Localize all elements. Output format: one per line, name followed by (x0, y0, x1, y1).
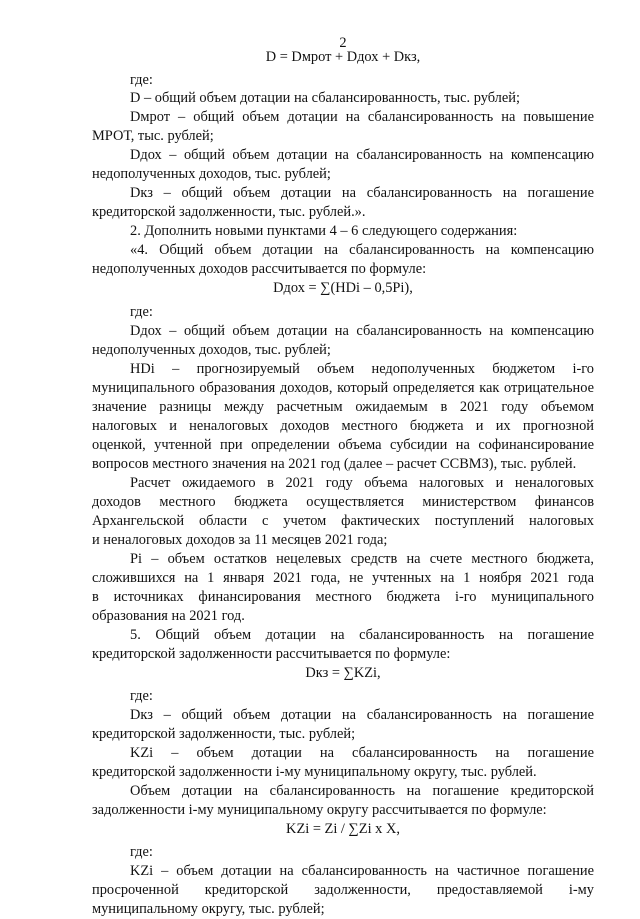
formula: D = Dмрот + Dдох + Dкз, (265, 49, 421, 65)
text-line: муниципальному округу, тыс. рублей; (92, 901, 325, 917)
text-line: где: (130, 844, 153, 860)
text-line: Dдох – общий объем дотации на сбалансированность на компенсацию (130, 323, 594, 339)
text-line: D – общий объем дотации на сбалансированность, тыс. рублей; (130, 90, 520, 106)
text-line: Архангельской области с учетом фактических поступлений налоговых (92, 513, 594, 529)
text-line: кредиторской задолженности, тыс. рублей; (92, 726, 356, 742)
text-line: налоговых и неналоговых доходов местного бюджета и их прогнозной (92, 418, 594, 434)
text-line: просроченной кредиторской задолженности, предоставляемой i-му (92, 882, 594, 898)
text-line: МРОТ, тыс. рублей; (92, 128, 214, 144)
text-line: где: (130, 304, 153, 320)
text-line: Dмрот – общий объем дотации на сбалансированность на повышение (130, 109, 594, 125)
text-line: недополученных доходов, тыс. рублей; (92, 342, 331, 358)
text-line: кредиторской задолженности i-му муниципальному округу, тыс. рублей. (92, 764, 537, 780)
text-line: 2. Дополнить новыми пунктами 4 – 6 следующего содержания: (130, 223, 518, 239)
text-line: Расчет ожидаемого в 2021 году объема налоговых и неналоговых (130, 475, 594, 491)
text-line: в источниках финансирования местного бюджета i-го муниципального (92, 589, 594, 605)
text-line: где: (130, 688, 153, 704)
text-line: оценкой, учтенной при определении объема субсидии на софинансирование (92, 437, 594, 453)
text-line: вопросов местного значения на 2021 год (далее – расчет ССВМЗ), тыс. рублей. (92, 456, 577, 472)
text-line: недополученных доходов рассчитывается по формуле: (92, 261, 427, 277)
text-line: муниципального образования доходов, который определяется как отрицательное (92, 380, 594, 396)
page-number: 2 (339, 35, 347, 51)
text-line: Объем дотации на сбалансированность на погашение кредиторской (130, 783, 594, 799)
text-line: Dдох – общий объем дотации на сбалансированность на компенсацию (130, 147, 594, 163)
text-line: кредиторской задолженности рассчитывается по формуле: (92, 646, 451, 662)
text-line: образования на 2021 год. (92, 608, 245, 624)
formula: Dкз = ∑KZi, (305, 665, 381, 681)
text-line: задолженности i-му муниципальному округу рассчитывается по формуле: (92, 802, 547, 818)
text-line: «4. Общий объем дотации на сбалансированность на компенсацию (130, 242, 594, 258)
text-line: значение разницы между расчетным ожидаемым в 2021 году объемом (92, 399, 594, 415)
text-line: KZi – объем дотации на сбалансированность на частичное погашение (130, 863, 594, 879)
text-line: Pi – объем остатков нецелевых средств на счете местного бюджета, (130, 551, 594, 567)
text-line: доходов местного бюджета осуществляется министерством финансов (92, 494, 594, 510)
text-line: Dкз – общий объем дотации на сбалансированность на погашение (130, 707, 594, 723)
text-line: и неналоговых доходов за 11 месяцев 2021 года; (92, 532, 388, 548)
formula: KZi = Zi / ∑Zi x X, (286, 821, 400, 837)
text-line: Dкз – общий объем дотации на сбалансированность на погашение (130, 185, 594, 201)
text-line: недополученных доходов, тыс. рублей; (92, 166, 331, 182)
text-line: 5. Общий объем дотации на сбалансированность на погашение (130, 627, 594, 643)
text-line: где: (130, 72, 153, 88)
text-line: KZi – объем дотации на сбалансированность на погашение (130, 745, 594, 761)
text-line: кредиторской задолженности, тыс. рублей.». (92, 204, 366, 220)
text-line: HDi – прогнозируемый объем недополученных бюджетом i-го (130, 361, 594, 377)
formula: Dдох = ∑(HDi – 0,5Pi), (273, 280, 413, 296)
text-line: сложившихся на 1 января 2021 года, не учтенных на 1 ноября 2021 года (92, 570, 594, 586)
